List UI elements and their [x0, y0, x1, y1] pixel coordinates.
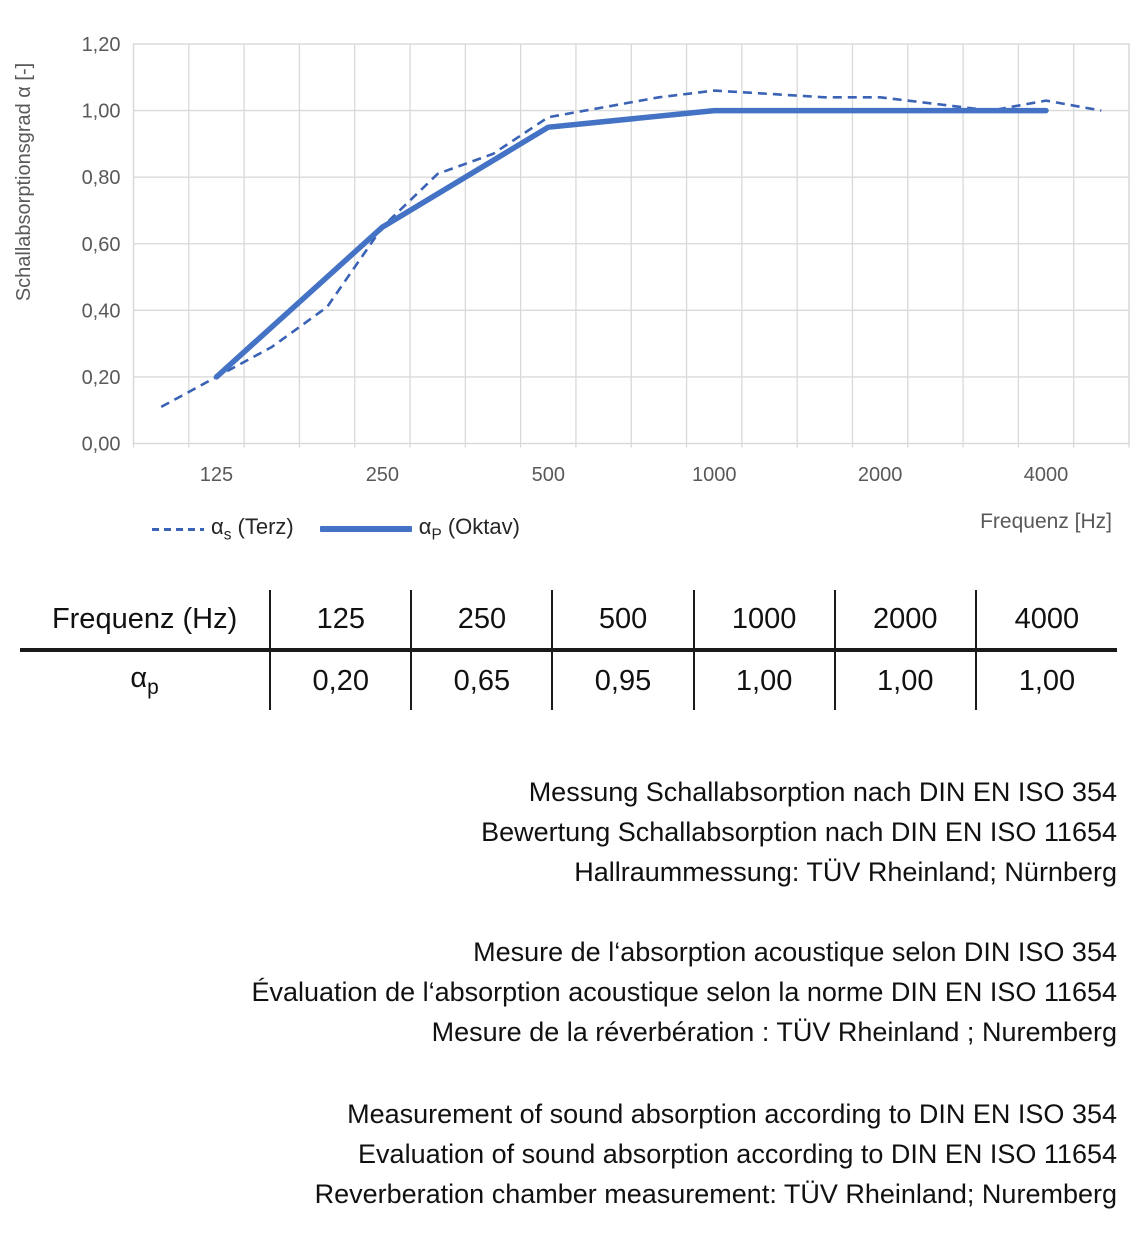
x-tick-label: 250 [365, 464, 400, 486]
notes-english [20, 1094, 1117, 1214]
table-header-4000: 4000 [976, 590, 1117, 650]
table-header-row [20, 590, 1117, 650]
table-header-500: 500 [552, 590, 693, 650]
table-value-250: 0,65 [411, 650, 552, 710]
solid-line-sample-icon [320, 526, 412, 532]
notes-french [20, 932, 1117, 1052]
x-tick-label: 4000 [1023, 464, 1069, 486]
table-row-label-alpha-p: $\alpha_p$ [130, 662, 159, 699]
table-value-125: 0,20 [270, 650, 411, 710]
y-tick-label: 0,40 [81, 300, 121, 323]
table-value-500: 0,95 [552, 650, 693, 710]
table-header-2000: 2000 [835, 590, 976, 650]
legend-label-alpha-s: $\alpha_s$ (Terz) [211, 514, 294, 544]
note-line: Messung Schallabsorption nach DIN EN ISO 354 [528, 777, 1117, 807]
table-value-2000: 1,00 [835, 650, 976, 710]
absorption-chart-svg [0, 0, 1135, 570]
table-header-125: 125 [270, 590, 411, 650]
absorption-chart [0, 0, 1135, 570]
legend-item-alpha-p [320, 514, 520, 544]
y-tick-label: 0,60 [81, 233, 121, 256]
dashed-line-sample-icon [152, 528, 204, 531]
y-tick-label: 1,00 [81, 100, 121, 123]
x-tick-label: 500 [531, 464, 565, 486]
notes-german [20, 772, 1117, 892]
table-header-1000: 1000 [694, 590, 835, 650]
table-header-frequency: Frequenz (Hz) [20, 590, 270, 650]
note-line: Evaluation of sound absorption according to DIN EN ISO 11654 [358, 1139, 1117, 1169]
table-header-250: 250 [411, 590, 552, 650]
y-tick-label: 1,20 [81, 34, 121, 56]
y-tick-label: 0,80 [81, 167, 121, 190]
y-axis-title: Schallabsorptionsgrad α [-] [13, 62, 35, 302]
chart-legend [152, 514, 520, 544]
note-line: Mesure de l‘absorption acoustique selon DIN ISO 354 [473, 937, 1117, 967]
note-line: Évaluation de l‘absorption acoustique selon la norme DIN EN ISO 11654 [251, 977, 1117, 1007]
note-line: Measurement of sound absorption according to DIN EN ISO 354 [347, 1099, 1117, 1129]
legend-label-alpha-p: $\alpha_P$ (Oktav) [418, 514, 520, 544]
note-line: Reverberation chamber measurement: TÜV Rheinland; Nuremberg [314, 1179, 1117, 1209]
y-tick-label: 0,00 [81, 433, 121, 456]
x-tick-label: 125 [199, 464, 234, 486]
x-tick-label: 2000 [857, 464, 903, 486]
note-line: Hallraummessung: TÜV Rheinland; Nürnberg [574, 857, 1117, 887]
x-axis-title: Frequenz [Hz] [980, 510, 1112, 533]
table-value-4000: 1,00 [976, 650, 1117, 710]
y-tick-label: 0,20 [81, 366, 121, 389]
note-line: Bewertung Schallabsorption nach DIN EN ISO 11654 [481, 817, 1117, 847]
table-value-row [20, 650, 1117, 710]
absorption-table [20, 590, 1117, 710]
x-tick-label: 1000 [691, 464, 737, 486]
note-line: Mesure de la réverbération : TÜV Rheinland ; Nuremberg [431, 1017, 1117, 1047]
legend-item-alpha-s [152, 514, 294, 544]
table-value-1000: 1,00 [694, 650, 835, 710]
